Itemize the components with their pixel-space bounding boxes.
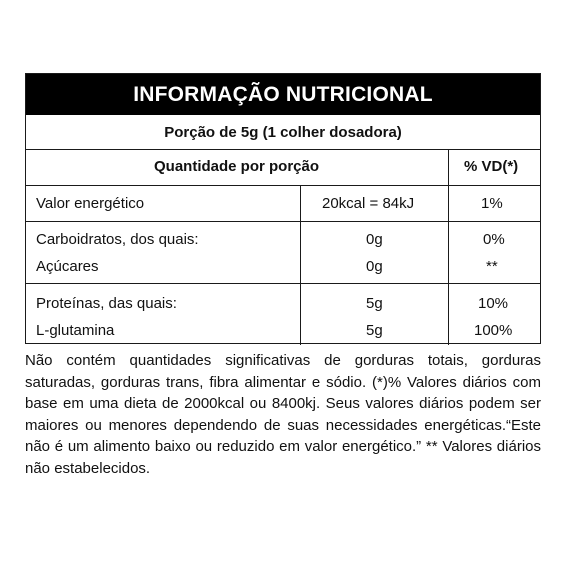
nutrient-row-carbohydrates xyxy=(26,222,540,284)
portion-size: Porção de 5g (1 colher dosadora) xyxy=(26,115,540,150)
nutrient-row-energy xyxy=(26,186,540,222)
nutrient-dv: 100% xyxy=(474,322,513,339)
nutrient-amount: 0g xyxy=(366,231,383,248)
footnote: Não contém quantidades significativas de gorduras totais, gorduras saturadas, gorduras trans, fibra alimentar e sódio. (*)% Valores diários com base em uma dieta de 2000kcal ou 8400kj. Seus valores diários podem ser maiores ou menores dependendo de suas necessidades energéticas.“Este não é um alimento baixo ou reduzido em valor energético.” ** Valores diários não estabelecidos. xyxy=(25,352,541,477)
nutrient-name: L-glutamina xyxy=(36,322,115,339)
nutrition-label xyxy=(25,73,541,344)
nutrient-name: Valor energético xyxy=(36,195,145,212)
nutrient-dv: ** xyxy=(486,258,498,275)
nutrient-amount: 5g xyxy=(366,322,383,339)
nutrient-row-proteins xyxy=(26,284,540,345)
label-title: INFORMAÇÃO NUTRICIONAL xyxy=(26,74,540,115)
header-dv: % VD(*) xyxy=(464,158,519,175)
nutrient-amount: 20kcal = 84kJ xyxy=(322,195,415,212)
header-row xyxy=(26,150,540,186)
nutrient-name: Carboidratos, dos quais: xyxy=(36,231,199,248)
nutrient-dv: 1% xyxy=(481,195,503,212)
header-quantity: Quantidade por porção xyxy=(154,158,320,175)
nutrient-amount: 5g xyxy=(366,295,383,312)
nutrient-amount: 0g xyxy=(366,258,383,275)
nutrient-dv: 0% xyxy=(483,231,505,248)
nutrient-name: Proteínas, das quais: xyxy=(36,295,177,312)
nutrient-name: Açúcares xyxy=(36,258,99,275)
nutrient-dv: 10% xyxy=(478,295,509,312)
